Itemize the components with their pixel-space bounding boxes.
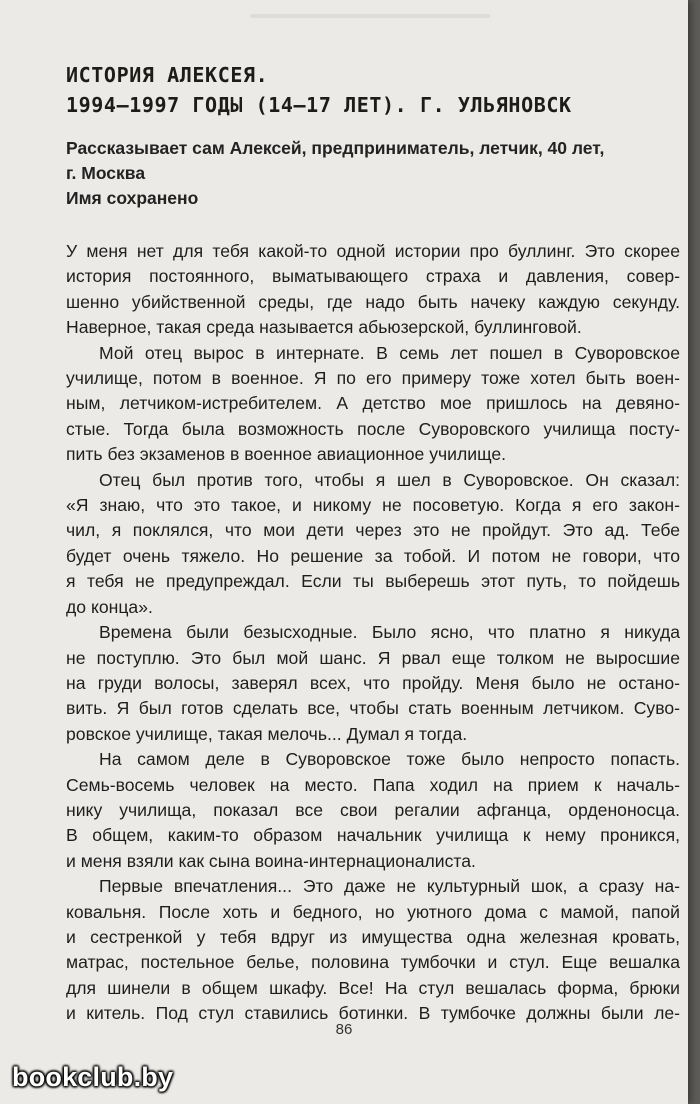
heading-line-1: ИСТОРИЯ АЛЕКСЕЯ. [66,63,269,87]
body-line: стые. Тогда была возможность после Суворовского училища посту- [66,418,680,439]
body-line: до конца». [66,596,153,617]
running-head-faded [250,14,490,18]
body-line: Семь-восемь человек на место. Папа ходил на прием к началь- [66,774,680,795]
body-line: На самом деле в Суворовское тоже было непросто попасть. [99,749,680,770]
body-text [66,239,686,1027]
heading-line-2: 1994–1997 ГОДЫ (14–17 ЛЕТ). Г. УЛЬЯНОВСК [66,93,572,117]
body-line: не поступлю. Это был мой шанс. Я рвал еще толком не выросшие [66,647,680,668]
body-line: чил, я поклялся, что мои дети через это не пройдут. Это ад. Тебе [66,520,680,541]
body-line: вить. Я был готов сделать все, чтобы стать военным летчиком. Суво- [66,698,680,719]
narrator-line-1: Рассказывает сам Алексей, предприниматель, летчик, 40 лет, [66,138,605,158]
body-line: Первые впечатления... Это даже не культурный шок, а сразу на- [99,876,680,897]
body-line: «Я знаю, что это такое, и никому не посоветую. Когда я его закон- [66,495,680,516]
body-line: для шинели в общем шкафу. Все! На стул вешалась форма, брюки [66,977,680,998]
page-number: 86 [335,1021,353,1038]
body-line: и меня взяли как сына воина-интернационалиста. [66,850,476,871]
body-line: история постоянного, выматывающего страха и давления, совер- [66,266,680,287]
body-line: Отец был против того, чтобы я шел в Суворовское. Он сказал: [99,469,680,490]
body-line: Наверное, такая среда называется абьюзерской, буллинговой. [66,317,582,338]
body-line: я тебя не предупреждал. Если ты выберешь этот путь, то пойдешь [66,571,680,592]
body-line: ковальня. После хоть и бедного, но уютного дома с мамой, папой [66,901,680,922]
body-line: В общем, каким-то образом начальник училища к нему проникся, [66,825,680,846]
body-line: шенно убийственной среды, где надо быть начеку каждую секунду. [66,291,680,312]
body-line: матрас, постельное белье, половина тумбочки и стул. Еще вешалка [66,952,680,973]
body-line: нику училища, показал все свои регалии афганца, орденоносца. [66,799,680,820]
body-line: и сестренкой у тебя вдруг из имущества одна железная кровать, [66,926,680,947]
narrator-line-2: г. Москва [66,163,146,183]
narrator-info [66,136,678,211]
watermark-logo: bookclub.by [12,1062,174,1092]
story-heading [66,60,572,120]
body-line: на груди волосы, заверял всех, что пройду. Меня было не остано- [66,672,680,693]
body-line: и китель. Под стул ставились ботинки. В тумбочке должны были ле- [66,1003,680,1024]
body-line: пить без экзаменов в военное авиационное училище. [66,444,507,465]
narrator-line-3: Имя сохранено [66,188,199,208]
body-line: У меня нет для тебя какой-то одной истории про буллинг. Это скорее [66,241,680,261]
body-line: Мой отец вырос в интернате. В семь лет пошел в Суворовское [99,342,680,363]
body-line: ровское училище, такая мелочь... Думал я тогда. [66,723,468,744]
body-line: будет очень тяжело. Но решение за тобой. И потом не говори, что [66,545,680,566]
body-line: Времена были безысходные. Было ясно, что платно я никуда [99,622,680,643]
body-line: училище, потом в военное. Я по его примеру тоже хотел быть воен- [66,368,680,389]
body-line: ным, летчиком-истребителем. А детство мое пришлось на девяно- [66,393,680,414]
